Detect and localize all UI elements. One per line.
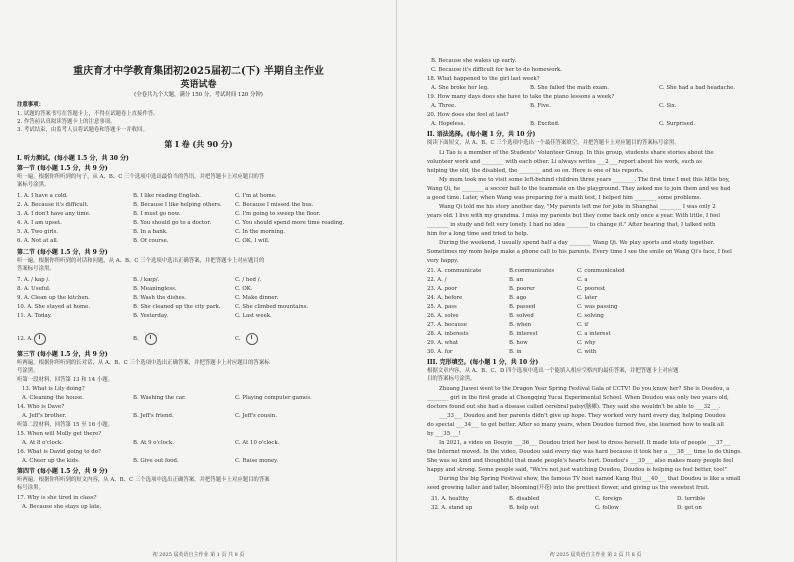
option-c: C. OK. <box>235 286 253 292</box>
instruction-line: 号涂黑。 <box>17 368 39 374</box>
option-b: B. You should go to a doctor. <box>133 220 212 226</box>
option-a: 4. A. I am upset. <box>17 220 62 226</box>
option-a: 23. A. poor <box>427 286 458 292</box>
option-c: C. a interest <box>577 331 611 337</box>
instruction-line: 听两遍。根据你所听到的长对话，从 A、B、C 三个选项中选出正确答案，并把答题卡上对应题目的答案标 <box>17 360 270 366</box>
option-b: B. how <box>509 340 528 346</box>
passage-line: Li Tao is a member of the Students' Volunteer Group. In this group, students share stories about the <box>439 150 714 156</box>
page-footer: 初 2025 届英语自主作业 第 2 页 共 8 页 <box>549 552 642 558</box>
option-a: 30. A. for <box>427 349 453 355</box>
option-c: C. later <box>577 295 598 301</box>
option-c: C. Jeff's cousin. <box>235 413 277 419</box>
part-title: 第 I 卷 (共 90 分) <box>164 139 233 149</box>
passage-line: Wang Qi told me his story another day, "My parents left me for jobs in Shanghai ________ I was only 2 <box>439 204 716 210</box>
instruction-line: 案标号涂黑。 <box>17 182 50 188</box>
clock-picture-icon <box>246 333 258 345</box>
question: 19. How many days does she have to take the piano lessons a week? <box>427 94 615 100</box>
option-a: 29. A. what <box>427 340 459 346</box>
option-c: C. At 10 o'clock. <box>235 440 280 446</box>
passage-line: a good time. Later, when Wang was preparing for a math test, I helped him ________ some problems. <box>427 195 702 201</box>
question: 20. How does she feel at last? <box>427 112 509 118</box>
option-a: 5. A. Two girls. <box>17 229 59 235</box>
option-a: A. Cheer up the kids. <box>22 458 80 464</box>
passage-line: Sometimes my mom helps make a phone call to his parents. Every time I see the smile on Wang Qi's face, I feel <box>427 249 732 255</box>
passage-line: My mom took me to visit some left-behind children three years ________. The first time I met this little boy, <box>439 177 730 183</box>
option-c: C. communicated <box>577 268 625 274</box>
section-heading: III. 完形填空。(每小题 1 分，共 10 分) <box>427 359 539 366</box>
option-b: B. solved <box>509 313 534 319</box>
option-a: 22. A. / <box>427 277 447 283</box>
option-c: C. In the morning. <box>235 229 285 235</box>
passage-line: very happy. <box>427 258 459 264</box>
option-c: C. was passing <box>577 304 618 310</box>
clock-picture-icon <box>145 333 157 345</box>
passage-line: him for a long time and tried to help. <box>427 231 529 237</box>
option-b: B. I like reading English. <box>133 193 201 199</box>
option-b: B. when <box>509 322 532 328</box>
passage-line: do special ___34___ to get better. After so many years, when Doudou turned five, she learned how to walk all <box>427 422 724 428</box>
passage-line: by ___35___! <box>427 431 461 437</box>
instruction-line: 听一遍。根据你所听到的对话和问题，从 A、B、C 三个选项中选出正确答案，并把答题卡上对应题目的 <box>17 258 265 264</box>
subsection-heading: 第二节 (每小题 1.5 分，共 9 分) <box>17 249 108 256</box>
exam-title: 重庆育才中学教育集团初2025届初二(下) 半期自主作业 <box>73 66 324 77</box>
instruction-line: 答案标号涂黑。 <box>17 266 55 272</box>
option-c: C. why <box>577 340 596 346</box>
option-c: C. <box>235 336 241 342</box>
option-c: C. foreign <box>595 496 623 502</box>
note-item: 1. 试题的答案书写在答题卡上，不得在试题卷上直接作答。 <box>17 111 159 117</box>
passage-line: Zhuang Jiawei went to the Dragon Year Spring Festival Gala of CCTV! Do you know her? She is Doudou, a <box>439 386 730 392</box>
option-a: 1. A. I have a cold. <box>17 193 68 199</box>
option-c: C. poorest <box>577 286 606 292</box>
option-a: A. Hopeless. <box>431 121 466 127</box>
option-a: 28. A. interests <box>427 331 469 337</box>
question: 18. What happened to the girl last week? <box>427 76 540 82</box>
option-c: C. Make dinner. <box>235 295 279 301</box>
option-b: B. Of course. <box>133 238 169 244</box>
option-a: A. At 8 o'clock. <box>22 440 63 446</box>
option-a: A. Jeff's brother. <box>22 413 67 419</box>
option-c: C. Six. <box>659 103 677 109</box>
passage-line: During the weekend, I usually spend half a day ________ Wang Qi. We play sports and study together. <box>439 240 715 246</box>
subsection-heading: 第三节 (每小题 1.5 分，共 9 分) <box>17 351 108 358</box>
option-b: B. Because she wakes up early. <box>431 58 517 64</box>
option-a: 27. A. because <box>427 322 467 328</box>
passage-line: ________ in study and felt very lonely. I had no idea ________ to change it." After hearing that, I talked with <box>427 222 716 228</box>
option-a: 10. A. She stayed at home. <box>17 304 91 310</box>
option-d: D. get on <box>677 505 702 511</box>
option-b: B. / kæp/. <box>133 277 160 283</box>
option-a: 25. A. pass <box>427 304 457 310</box>
passage-line: years old. I live with my grandma. I miss my parents but they come back only once a year. With little, I feel <box>427 213 720 219</box>
option-a: 21. A. communicate <box>427 268 482 274</box>
option-c: C. solving <box>577 313 604 319</box>
question: 14. Who is Dave? <box>17 404 65 410</box>
option-c: C. a <box>577 277 588 283</box>
option-b: B. Give out food. <box>133 458 179 464</box>
passage-line: volunteer work and ________ with each other. Li always writes ___2___ report about his work, such as <box>427 159 702 165</box>
option-b: B. Yesterday. <box>133 313 169 319</box>
question: 17. Why is she tired in class? <box>17 495 97 501</box>
instruction-line: 根据文章内容，从 A、B、C、D 四个选项中选出一个能填入相应空格内的最佳答案，并把答题卡上对应题 <box>427 368 679 374</box>
passage-line: Wang Qi, he ________ a soccer ball to the teammate on the playground. They asked me to join them and we had <box>427 186 731 192</box>
instruction-line: 听两遍。根据你所听到的短文内容，从 A、B、C 三个选项中选出正确答案，并把答题卡上对应题目的答案 <box>17 477 270 483</box>
option-b: B.communicates <box>509 268 555 274</box>
option-c: C. Raise money. <box>235 458 279 464</box>
option-a: 32. A. stand up <box>431 505 473 511</box>
option-a: 8. A. Useful. <box>17 286 51 292</box>
section-heading: II. 语法选择。(每小题 1 分，共 10 分) <box>427 131 536 138</box>
option-a: A. Because she stays up late. <box>22 504 102 510</box>
option-b: B. Because I like helping others. <box>133 202 222 208</box>
option-a: A. Three. <box>431 103 457 109</box>
option-b: B. passed <box>509 304 536 310</box>
note-item: 3. 考试结束，由监考人员将试题卷和答题卡一并收回。 <box>17 127 148 133</box>
option-c: C. Because I missed the bus. <box>235 202 314 208</box>
option-b: B. She failed the math exam. <box>530 85 609 91</box>
option-b: B. In a bank. <box>133 229 168 235</box>
option-a: 11. A. Today. <box>17 313 52 319</box>
notes-heading: 注意事项： <box>17 102 44 108</box>
instruction-line: 目的答案标号涂黑。 <box>427 376 476 382</box>
passage-line: helping the old, the disabled, the ________ and so on. Here is one of his reports. <box>427 168 644 174</box>
clock-picture-icon <box>34 333 46 345</box>
subsection-heading: 第一节 (每小题 1.5 分，共 9 分) <box>17 165 108 172</box>
option-b: B. ago <box>509 295 527 301</box>
option-d: D. terrible <box>677 496 706 502</box>
page-footer: 初 2025 届英语自主作业 第 1 页 共 8 页 <box>152 552 245 558</box>
option-c: C. She climbed mountains. <box>235 304 309 310</box>
passage-line: ___33___ Doudou and her parents didn't give up hope. They worked very hard every day, helping Doudou <box>439 413 726 419</box>
option-b: B. help out <box>509 505 539 511</box>
option-c: C. Surprised. <box>659 121 695 127</box>
passage-line: She was so kind and thoughtful that made people's hearts hurt. Doudou's ___39___ also makes many people feel <box>427 458 734 464</box>
material-note: 听第一段材料，回答第 13 和 14 小题。 <box>17 377 114 383</box>
option-c: C. OK, I will. <box>235 238 270 244</box>
option-c: C. / hed /. <box>235 277 262 283</box>
passage-line: the Internet moved. In the video, Doudou said every day was hard because it took her a ___38___ time to do things. <box>427 449 742 455</box>
option-c: C. I'm at home. <box>235 193 277 199</box>
exam-subtitle: 英语试卷 <box>180 80 217 90</box>
option-b: B. <box>133 336 139 342</box>
option-a: A. She broke her leg. <box>431 85 489 91</box>
instruction-line: 听一遍。根据你所听到的句子，从 A、B、C 三个选项中选出最恰当的答语，并把答题卡上对应题目的答 <box>17 174 265 180</box>
page-2 <box>397 0 794 562</box>
passage-line: ________ girl in the first grade at Chongqing Yucai Experimental School. When Doudou was only two years old, <box>427 395 729 401</box>
passage-line: happy and strong. Some people said, "We're not just watching Doudou, Doudou is helping us feel better, too!" <box>427 467 728 473</box>
passage-line: seed growing taller and taller, blooming(开花) into the prettiest flower, and giving us the sweetest fruit. <box>427 485 710 491</box>
option-a: 3. A. I don't have any time. <box>17 211 91 217</box>
instruction-line: 标号涂黑。 <box>17 485 44 491</box>
passage-line: In 2021, a video on Douyin ___36___ Doudou tried her best to dress herself. It made lots of people ___37___ <box>439 440 731 446</box>
option-a: 2. A. Because it's difficult. <box>17 202 89 208</box>
option-b: B. poorer <box>509 286 535 292</box>
option-b: B. Jeff's friend. <box>133 413 174 419</box>
subsection-heading: 第四节 (每小题 1.5 分，共 9 分) <box>17 468 108 475</box>
question: 13. What is Lily doing? <box>22 386 85 392</box>
option-c: C. She had a bad headache. <box>659 85 735 91</box>
option-b: B. an <box>509 277 524 283</box>
material-note: 听第二段材料，回答第 15 至 16 小题。 <box>17 422 114 428</box>
option-c: C. follow <box>595 505 619 511</box>
option-a: 26. A. solve <box>427 313 459 319</box>
instruction-line: 阅读下面短文，从 A、B、C 三个选项中选出一个最佳答案填空，并把答题卡上对应题目的答案标号涂黑。 <box>427 140 680 146</box>
option-b: B. Five. <box>530 103 551 109</box>
option-b: B. She cleaned up the city park. <box>133 304 221 310</box>
option-b: B. in <box>509 349 522 355</box>
option-a: A. Cleaning the house. <box>22 395 84 401</box>
question: 16. What is David going to do? <box>17 449 101 455</box>
option-b: B. Washing the car. <box>133 395 186 401</box>
question: 15. When will Molly get there? <box>17 431 102 437</box>
option-c: C. Playing computer games. <box>235 395 312 401</box>
passage-line: doctors found out she had a disease called cerebral palsy(脑瘫). They said she wouldn't be able to ___32___. <box>427 404 721 410</box>
option-c: C. I'm going to sweep the floor. <box>235 211 321 217</box>
note-item: 2. 作答前认真阅读答题卡上的注意事项。 <box>17 119 116 125</box>
option-c: C. You should spend more time reading. <box>235 220 345 226</box>
option-b: B. I must go now. <box>133 211 181 217</box>
option-c: C. Because it's difficult for her to do homework. <box>431 67 563 73</box>
option-b: B. Excited. <box>530 121 560 127</box>
option-a: 7. A. / kap /. <box>17 277 50 283</box>
option-a: 31. A. healthy <box>431 496 469 502</box>
option-b: B. disabled <box>509 496 540 502</box>
option-c: C. if <box>577 322 589 328</box>
option-b: B. Wash the dishes. <box>133 295 187 301</box>
option-a: 9. A. Clean up the kitchen. <box>17 295 90 301</box>
option-a: 24. A. before <box>427 295 463 301</box>
option-b: B. interest <box>509 331 538 337</box>
section-heading: I. 听力测试。(每小题 1.5 分，共 30 分) <box>17 155 129 162</box>
option-a: 12. A. <box>17 336 33 342</box>
option-b: B. Meaningless. <box>133 286 177 292</box>
option-a: 6. A. Not at all. <box>17 238 59 244</box>
option-b: B. At 9 o'clock. <box>133 440 174 446</box>
option-c: C. with <box>577 349 597 355</box>
exam-meta: (全卷共九个大题，满分 150 分，考试时间 120 分钟) <box>134 92 263 98</box>
option-c: C. Last week. <box>235 313 272 319</box>
passage-line: During the big Spring Festival show, the famous TV host named Kang Hui ___40___ that Doudou is like a small <box>439 476 741 482</box>
